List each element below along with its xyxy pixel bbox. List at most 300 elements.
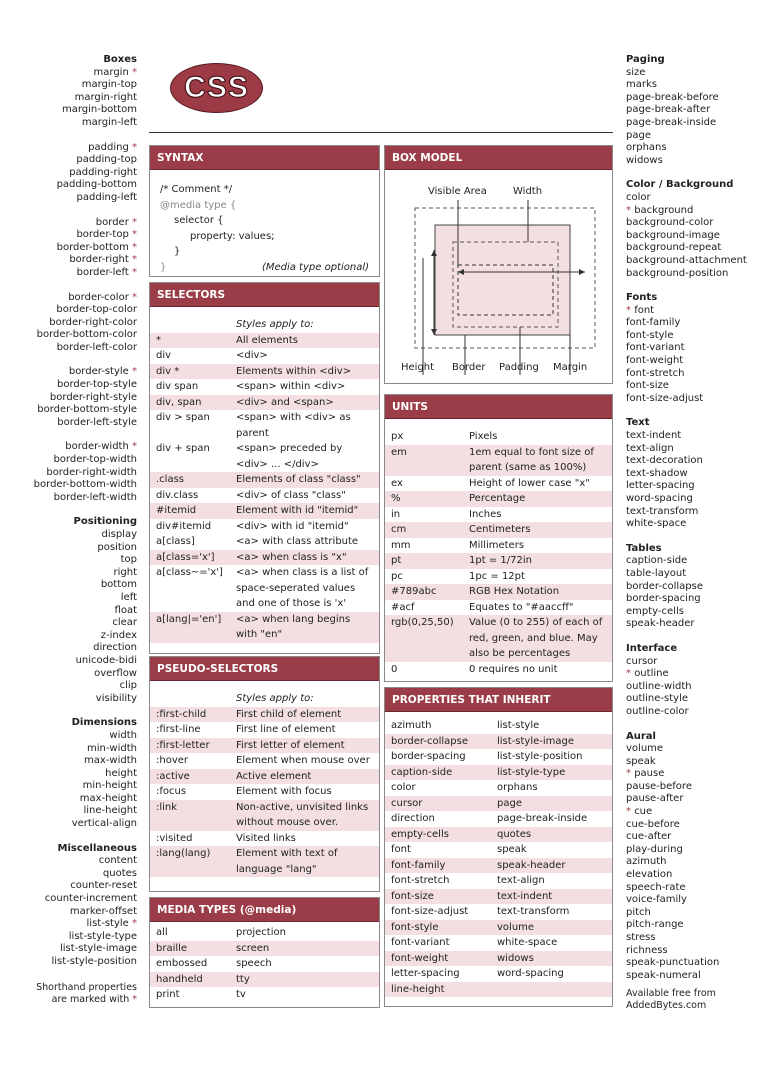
right_column-property (626, 932, 768, 945)
inherit-row (385, 765, 612, 781)
pseudo-title: PSEUDO-SELECTORS (150, 657, 379, 681)
right_column-property (626, 317, 768, 330)
inherit-row (385, 734, 612, 750)
left_column-property (0, 668, 137, 681)
property-name: border-right-style (49, 391, 137, 403)
left_column-property (0, 366, 137, 379)
right_column-property (626, 518, 768, 531)
left_column-property (0, 192, 137, 205)
left_column-group (0, 292, 137, 355)
property-name: page-break-after (626, 104, 711, 116)
right_column-property (626, 555, 768, 568)
property-name: text-indent (626, 430, 682, 442)
property-name: min-width (86, 742, 137, 754)
property-name: border-left (76, 266, 129, 278)
right_column-property (626, 806, 768, 819)
right_column-property (626, 305, 768, 318)
left_column-property (0, 655, 137, 668)
right_column-group (626, 731, 768, 983)
inherit-key: azimuth (391, 720, 432, 731)
left_column-property (0, 805, 137, 818)
left_column-property (0, 743, 137, 756)
inherit-key: cursor (391, 797, 423, 809)
right_column-property (626, 957, 768, 970)
left_column-property (0, 441, 137, 454)
shorthand-star: * (626, 768, 635, 780)
property-name: line-height (83, 805, 137, 817)
shorthand-star: * (128, 441, 137, 453)
media-key: all (156, 927, 168, 938)
unit-key: rgb(0,25,50) (391, 617, 454, 628)
property-name: border-style (68, 366, 129, 378)
selector-value: Elements of class "class" (236, 474, 361, 485)
selectors-panel (149, 282, 380, 654)
units-panel (384, 394, 613, 682)
pseudo-value: Element when mouse over (236, 755, 370, 766)
property-name: font-variant (626, 342, 685, 354)
syntax-close-selector: } (174, 246, 181, 257)
right_column-property (626, 268, 768, 281)
pseudo-rows (150, 707, 379, 878)
property-name: outline-color (626, 705, 689, 717)
property-name: font-style (626, 329, 674, 341)
left_column-property (0, 918, 137, 931)
selectors-title: SELECTORS (150, 283, 379, 307)
selector-value: <div> (236, 350, 268, 361)
property-name: position (97, 541, 137, 553)
left_column-group (0, 366, 137, 429)
right_column-group-heading: Interface (626, 642, 678, 654)
property-name: margin (93, 66, 129, 78)
shorthand-note (20, 982, 137, 1005)
property-name: page-break-before (626, 91, 719, 103)
property-name: border-bottom-width (33, 479, 137, 491)
shorthand-star: * (626, 304, 635, 316)
inherit-value: widows (497, 952, 534, 964)
property-name: outline-width (626, 680, 692, 692)
inherit-key: direction (391, 813, 435, 824)
css-logo (170, 63, 263, 113)
left_column-group-heading: Boxes (103, 54, 137, 65)
property-name: width (109, 729, 137, 741)
selector-key: div.class (156, 489, 199, 501)
inherit-row (385, 780, 612, 796)
shorthand-star: * (128, 241, 137, 253)
inherit-panel (384, 687, 613, 1007)
selector-row (150, 441, 379, 472)
pseudo-panel (149, 656, 380, 892)
property-name: font-stretch (626, 367, 685, 379)
syntax-panel (149, 145, 380, 277)
property-name: border-bottom-color (36, 329, 137, 341)
selector-value: <div> of class "class" (236, 489, 346, 501)
selector-value: <div> with id "itemid" (236, 520, 349, 532)
unit-key: cm (391, 524, 407, 535)
property-name: speak-numeral (626, 969, 701, 981)
property-name: marker-offset (69, 905, 137, 917)
property-name: marks (626, 79, 657, 91)
inherit-row (385, 827, 612, 843)
property-name: caption-side (626, 555, 688, 567)
inherit-row (385, 796, 612, 812)
right_column-property (626, 192, 768, 205)
right_column-property (626, 869, 768, 882)
box-model-panel (384, 145, 613, 384)
syntax-comment: /* Comment */ (160, 184, 233, 195)
selector-key: div, span (156, 396, 202, 408)
selector-key: a[class='x'] (156, 551, 215, 563)
property-name: unicode-bidi (75, 654, 137, 666)
inherit-row (385, 811, 612, 827)
right_column-group (626, 417, 768, 530)
inherit-row (385, 935, 612, 951)
inherit-key: caption-side (391, 766, 453, 778)
right_column-property (626, 430, 768, 443)
property-name: border-top-style (57, 379, 137, 391)
selector-value: <span> within <div> (236, 381, 346, 392)
property-name: border-right (69, 254, 129, 266)
selector-row (150, 364, 379, 380)
property-name: font-size (626, 380, 669, 392)
left_column-property (0, 880, 137, 893)
selectors-rows (150, 333, 379, 643)
property-name: white-space (626, 518, 687, 530)
left_column-property (0, 893, 137, 906)
left_column-property (0, 317, 137, 330)
pseudo-row (150, 722, 379, 738)
property-name: text-align (626, 442, 674, 454)
property-name: border-left-width (53, 491, 137, 503)
left_column-property (0, 768, 137, 781)
property-name: direction (93, 642, 137, 654)
right_column-property (626, 706, 768, 719)
right_column-property (626, 618, 768, 631)
left_column-property (0, 630, 137, 643)
left_column-property (0, 454, 137, 467)
right_column-group (626, 643, 768, 719)
property-name: border-right-color (49, 316, 137, 328)
property-name: margin-right (74, 91, 137, 103)
property-name: pause-after (626, 793, 684, 805)
right_column-property (626, 693, 768, 706)
unit-row (385, 476, 612, 492)
inherit-row (385, 904, 612, 920)
property-name: clear (112, 617, 137, 629)
left_column-property (0, 217, 137, 230)
unit-value: 1em equal to font size of parent (same as 100%) (469, 446, 594, 473)
inherit-key: font-family (391, 859, 446, 871)
inherit-row (385, 858, 612, 874)
label-border: Border (452, 362, 486, 373)
unit-value: 1pt = 1/72in (469, 555, 532, 566)
right_column-property (626, 104, 768, 117)
right_column-property (626, 970, 768, 983)
selector-key: div * (156, 365, 180, 377)
left_column-property (0, 179, 137, 192)
inherit-row (385, 920, 612, 936)
property-name: padding-bottom (56, 179, 137, 191)
selector-row (150, 519, 379, 535)
unit-value: Equates to "#aaccff" (469, 601, 574, 613)
pseudo-key: :active (156, 770, 190, 782)
pseudo-header-row (150, 691, 379, 707)
right_column-property (626, 793, 768, 806)
inherit-row (385, 873, 612, 889)
left_column-property (0, 229, 137, 242)
media-value: tty (236, 973, 250, 985)
property-name: list-style-type (68, 930, 137, 942)
right-property-list (626, 54, 768, 994)
pseudo-value: Active element (236, 770, 312, 782)
property-name: outline (634, 668, 669, 680)
right_column-property (626, 368, 768, 381)
right_column-group-heading: Fonts (626, 292, 658, 304)
property-name: border-collapse (626, 580, 703, 592)
left_column-property (0, 254, 137, 267)
unit-row (385, 522, 612, 538)
label-height: Height (401, 362, 435, 373)
shorthand-star: * (626, 204, 635, 216)
right_column-property (626, 117, 768, 130)
property-name: border-top-width (53, 454, 137, 466)
inherit-row (385, 718, 612, 734)
unit-key: pt (391, 555, 402, 566)
selector-value: <a> when class is a list of space-seperated values and one of those is 'x' (236, 567, 369, 609)
unit-value: 0 requires no unit (469, 663, 558, 675)
syntax-property: property: values; (190, 230, 275, 242)
property-name: max-height (79, 792, 137, 804)
selector-key: * (156, 334, 161, 346)
selector-key: div (156, 350, 172, 361)
right_column-group-heading: Text (626, 417, 650, 429)
property-name: speak-header (626, 618, 695, 630)
property-name: overflow (94, 667, 137, 679)
left_column-property (0, 154, 137, 167)
syntax-title: SYNTAX (150, 146, 379, 170)
left_column-property (0, 943, 137, 956)
selector-value: <span> with <div> as parent (236, 412, 351, 439)
inherit-row (385, 966, 612, 982)
unit-key: #789abc (391, 586, 437, 597)
selector-key: #itemid (156, 505, 197, 516)
media-row (150, 987, 379, 1003)
selector-key: div + span (156, 443, 210, 454)
right_column-property (626, 155, 768, 168)
right_column-property (626, 380, 768, 393)
selectors-header-row (150, 317, 379, 333)
inherit-key: font-size (391, 890, 434, 902)
property-name: elevation (626, 869, 673, 881)
property-name: widows (626, 154, 663, 166)
right_column-property (626, 656, 768, 669)
inherit-value: page-break-inside (497, 813, 588, 824)
unit-row (385, 600, 612, 616)
selector-key: div#itemid (156, 520, 212, 532)
pseudo-value: Non-active, unvisited links without mouse over. (236, 801, 369, 828)
left_column-property (0, 242, 137, 255)
pseudo-row (150, 707, 379, 723)
property-name: text-decoration (626, 455, 703, 467)
syntax-media-open: @media type { (160, 199, 237, 211)
right_column-property (626, 781, 768, 794)
left_column-property (0, 167, 137, 180)
right_column-property (626, 480, 768, 493)
selector-key: a[class~='x'] (156, 567, 223, 578)
unit-row (385, 553, 612, 569)
property-name: pause-before (626, 780, 692, 792)
property-name: voice-family (626, 894, 687, 906)
right_column-property (626, 330, 768, 343)
property-name: text-shadow (626, 467, 688, 479)
property-name: border-spacing (626, 593, 701, 605)
inherit-value: speak (497, 844, 527, 855)
media-row (150, 941, 379, 957)
inherit-key: color (391, 782, 416, 793)
property-name: speech-rate (626, 881, 686, 893)
media-value: screen (236, 942, 270, 954)
property-name: cue-after (626, 831, 672, 843)
selectors-header: Styles apply to: (236, 319, 314, 330)
left_column-property (0, 554, 137, 567)
property-name: bottom (100, 579, 137, 591)
inherit-row (385, 749, 612, 765)
inherit-value: text-transform (497, 906, 570, 917)
selector-value: Element with id "itemid" (236, 505, 359, 516)
inherit-value: list-style-position (497, 751, 583, 762)
left_column-property (0, 693, 137, 706)
left_column-group (0, 717, 137, 830)
shorthand-star: * (128, 254, 137, 266)
shorthand-star: * (128, 918, 137, 930)
property-name: speak-punctuation (626, 957, 720, 969)
left_column-property (0, 818, 137, 831)
property-name: padding-left (76, 191, 137, 203)
right_column-group (626, 54, 768, 167)
inherit-key: font-weight (391, 952, 449, 964)
property-name: padding (88, 141, 129, 153)
left_column-property (0, 304, 137, 317)
inherit-key: border-collapse (391, 735, 468, 747)
media-value: tv (236, 989, 246, 1000)
unit-value: Inches (469, 508, 502, 520)
property-name: border-left-color (56, 341, 137, 353)
left_column-property (0, 605, 137, 618)
left_column-group (0, 843, 137, 969)
right_column-group (626, 292, 768, 405)
inherit-title: PROPERTIES THAT INHERIT (385, 688, 612, 712)
inherit-row (385, 889, 612, 905)
shorthand-star: * (128, 216, 137, 228)
syntax-selector: selector { (174, 215, 224, 226)
left_column-property (0, 642, 137, 655)
right_column-property (626, 393, 768, 406)
property-name: counter-increment (44, 893, 137, 905)
inherit-key: font (391, 844, 411, 855)
pseudo-value: First letter of element (236, 739, 345, 751)
left_column-property (0, 793, 137, 806)
selector-value: Elements within <div> (236, 365, 352, 377)
shorthand-star: * (128, 66, 137, 78)
property-name: border-left-style (57, 416, 137, 428)
pseudo-value: First line of element (236, 724, 336, 735)
right_column-property (626, 568, 768, 581)
property-name: background-repeat (626, 242, 722, 254)
left_column-property (0, 755, 137, 768)
pseudo-header: Styles apply to: (236, 693, 314, 704)
left_column-property (0, 542, 137, 555)
left_column-property (0, 79, 137, 92)
left_column-group-heading: Positioning (73, 516, 137, 528)
inherit-rows (385, 712, 612, 997)
unit-value: Height of lower case "x" (469, 477, 590, 489)
selector-value: <div> and <span> (236, 396, 334, 408)
left_column-group (0, 441, 137, 504)
left_column-property (0, 780, 137, 793)
left_column-group (0, 54, 137, 130)
inherit-row (385, 982, 612, 998)
right_column-property (626, 205, 768, 218)
unit-key: pc (391, 570, 403, 582)
left_column-property (0, 906, 137, 919)
property-name: visibility (95, 692, 137, 704)
inherit-key: font-stretch (391, 875, 450, 886)
label-margin: Margin (553, 362, 588, 373)
property-name: azimuth (626, 856, 667, 868)
left_column-group (0, 516, 137, 705)
property-name: clip (119, 680, 137, 692)
property-name: stress (626, 932, 656, 943)
unit-key: 0 (391, 663, 398, 675)
shorthand-note-line2: are marked with (51, 993, 130, 1005)
property-name: richness (626, 944, 668, 956)
property-name: font-family (626, 317, 681, 329)
property-name: pitch (626, 906, 651, 918)
property-name: height (105, 767, 137, 779)
pseudo-row (150, 738, 379, 754)
left_column-property (0, 142, 137, 155)
media-value: projection (236, 927, 286, 938)
unit-key: % (391, 493, 401, 504)
property-name: orphans (626, 142, 667, 154)
right_column-property (626, 230, 768, 243)
header-rule (149, 132, 613, 133)
selector-value: <a> when lang begins with "en" (236, 613, 351, 640)
inherit-key: border-spacing (391, 751, 466, 762)
property-name: size (626, 66, 646, 78)
unit-row (385, 662, 612, 678)
unit-row (385, 445, 612, 476)
left_column-property (0, 529, 137, 542)
right_column-property (626, 455, 768, 468)
inherit-key: font-style (391, 921, 439, 933)
pseudo-key: :focus (156, 786, 187, 797)
pseudo-key: :link (156, 801, 178, 813)
inherit-value: text-align (497, 875, 545, 886)
left_column-property (0, 467, 137, 480)
label-visible-area: Visible Area (428, 186, 487, 197)
right_column-property (626, 894, 768, 907)
left_column-property (0, 292, 137, 305)
selector-key: div > span (156, 412, 210, 423)
selector-key: div span (156, 381, 199, 392)
property-name: font-size-adjust (626, 392, 704, 404)
inherit-row (385, 951, 612, 967)
inherit-value: list-style-type (497, 766, 566, 778)
left_column-group (0, 217, 137, 280)
selector-key: .class (156, 474, 185, 485)
shorthand-star: * (626, 668, 635, 680)
right_column-property (626, 443, 768, 456)
